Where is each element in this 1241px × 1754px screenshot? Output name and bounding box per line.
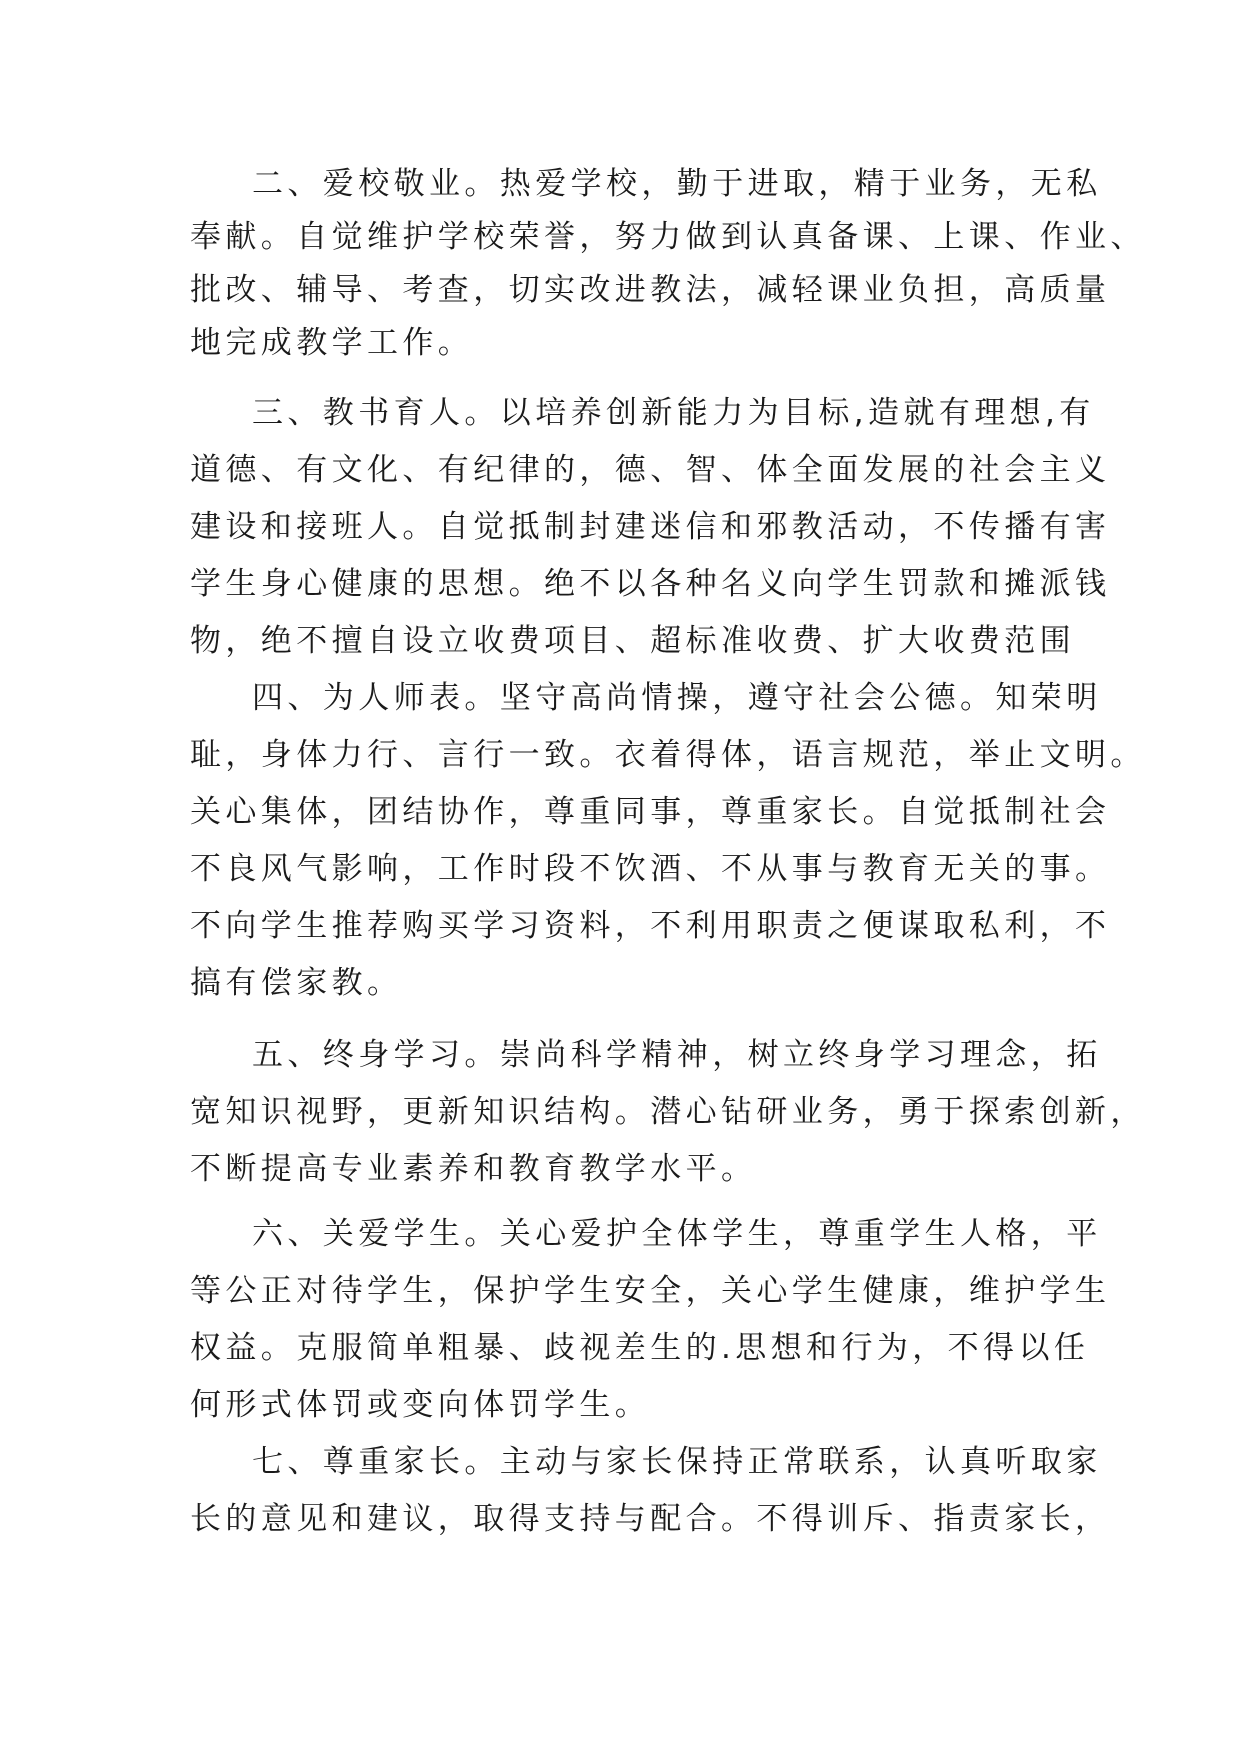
text-line: 不断提高专业素养和教育教学水平。 — [190, 1151, 757, 1187]
text-line: 权益。克服简单粗暴、歧视差生的.思想和行为，不得以任 — [190, 1330, 1090, 1366]
text-line: 五、终身学习。崇尚科学精神，树立终身学习理念，拓 — [252, 1037, 1102, 1073]
text-line: 学生身心健康的思想。绝不以各种名义向学生罚款和摊派钱 — [190, 566, 1111, 602]
text-line: 七、尊重家长。主动与家长保持正常联系，认真听取家 — [252, 1444, 1102, 1480]
text-line: 二、爱校敬业。热爱学校，勤于进取，精于业务，无私 — [252, 166, 1102, 202]
text-line: 道德、有文化、有纪律的，德、智、体全面发展的社会主义 — [190, 452, 1111, 488]
text-line: 关心集体，团结协作，尊重同事，尊重家长。自觉抵制社会 — [190, 794, 1111, 830]
text-line: 何形式体罚或变向体罚学生。 — [190, 1387, 651, 1423]
text-line: 批改、辅导、考查，切实改进教法，减轻课业负担，高质量 — [190, 272, 1111, 308]
text-line: 长的意见和建议，取得支持与配合。不得训斥、指责家长， — [190, 1501, 1111, 1537]
text-line: 地完成教学工作。 — [190, 325, 474, 361]
text-line: 搞有偿家教。 — [190, 965, 403, 1001]
text-line: 耻，身体力行、言行一致。衣着得体，语言规范，举止文明。 — [190, 737, 1146, 773]
text-line: 宽知识视野，更新知识结构。潜心钻研业务，勇于探索创新， — [190, 1094, 1146, 1130]
text-line: 六、关爱学生。关心爱护全体学生，尊重学生人格，平 — [252, 1216, 1102, 1252]
text-line: 等公正对待学生，保护学生安全，关心学生健康，维护学生 — [190, 1273, 1111, 1309]
text-line: 物，绝不擅自设立收费项目、超标准收费、扩大收费范围 — [190, 623, 1075, 659]
text-line: 奉献。自觉维护学校荣誉，努力做到认真备课、上课、作业、 — [190, 219, 1146, 255]
text-line: 不向学生推荐购买学习资料，不利用职责之便谋取私利，不 — [190, 908, 1111, 944]
text-line: 建设和接班人。自觉抵制封建迷信和邪教活动，不传播有害 — [190, 509, 1111, 545]
text-line: 三、教书育人。以培养创新能力为目标,造就有理想,有 — [252, 395, 1095, 431]
text-line: 四、为人师表。坚守高尚情操，遵守社会公德。知荣明 — [252, 680, 1102, 716]
text-line: 不良风气影响，工作时段不饮酒、不从事与教育无关的事。 — [190, 851, 1111, 887]
